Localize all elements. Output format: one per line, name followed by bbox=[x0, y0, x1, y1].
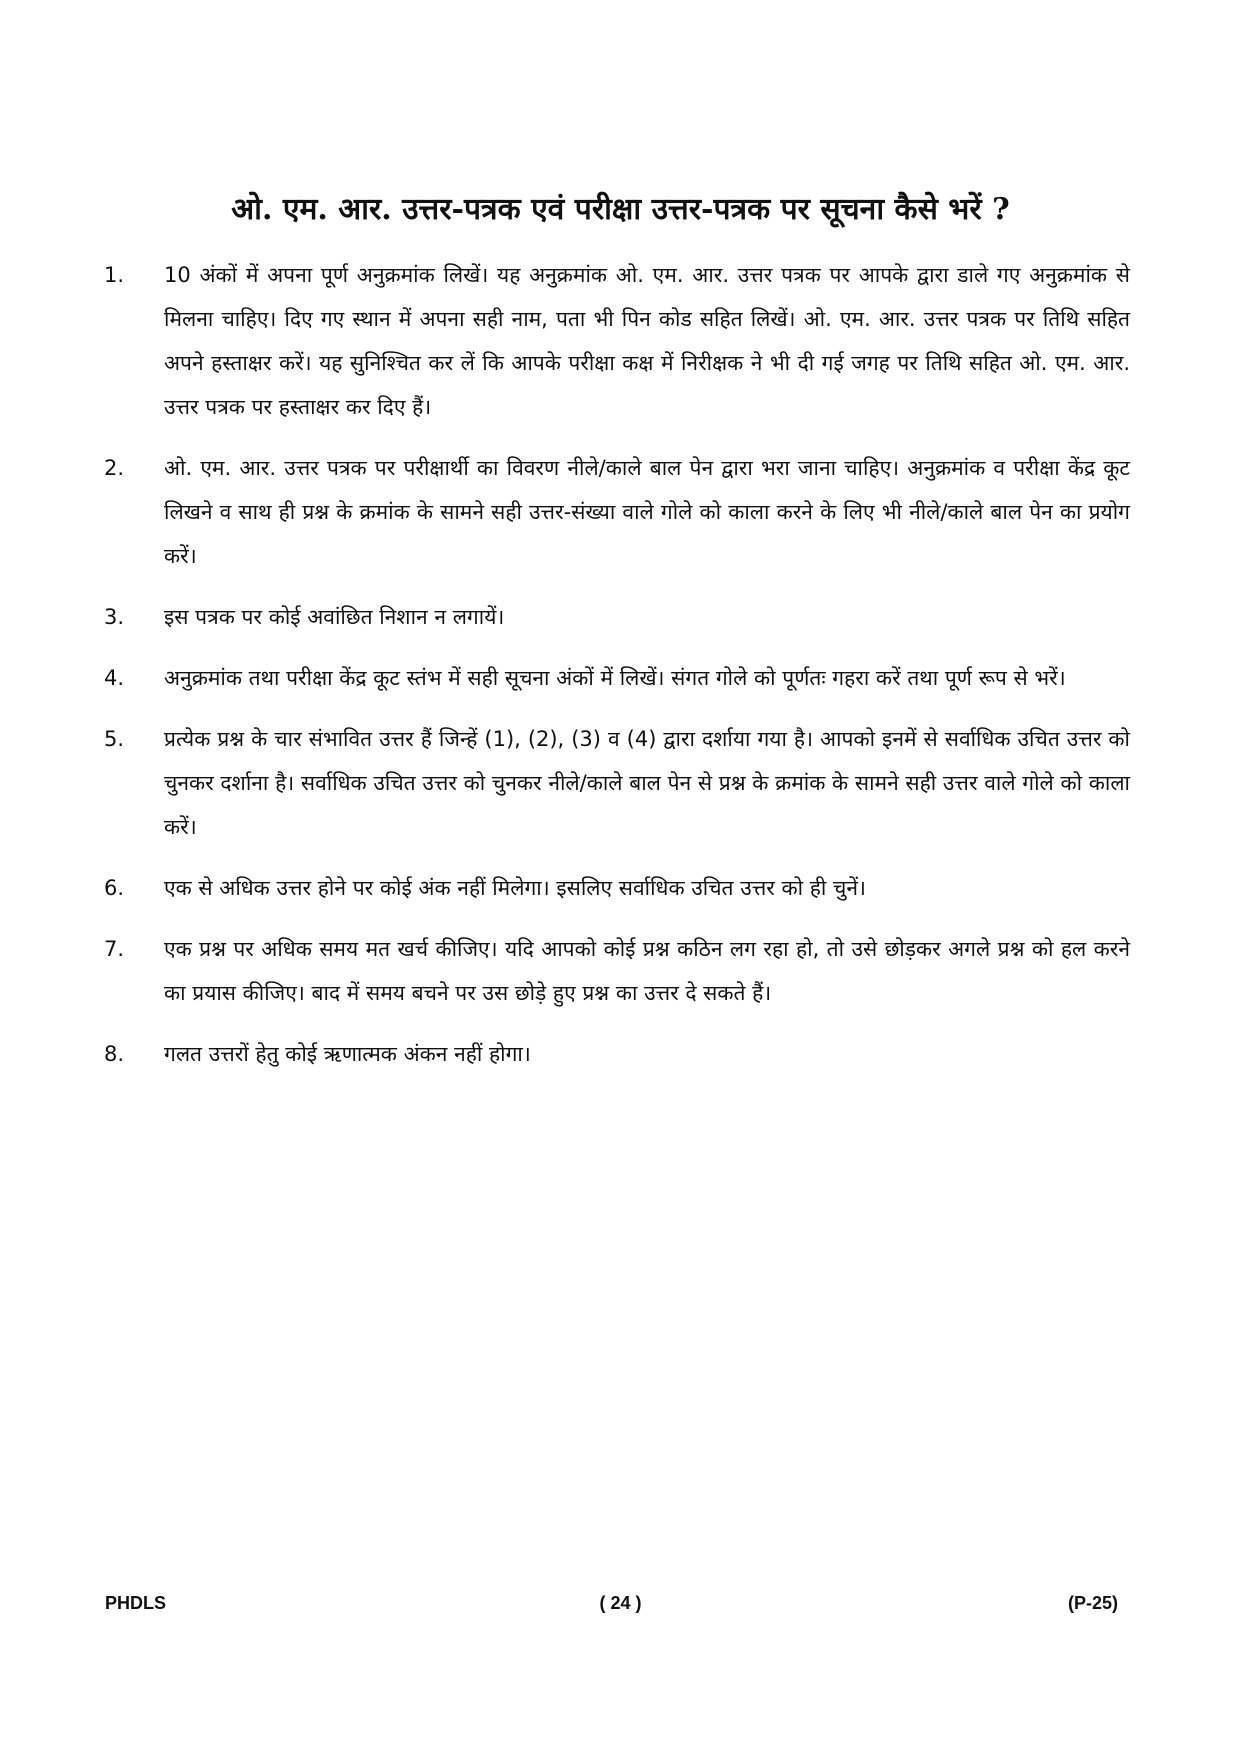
item-text: इस पत्रक पर कोई अवांछित निशान न लगायें। bbox=[164, 605, 505, 629]
list-item bbox=[100, 253, 1130, 429]
item-number: 6. bbox=[104, 876, 125, 900]
item-number: 1. bbox=[104, 263, 125, 287]
item-text: प्रत्येक प्रश्न के चार संभावित उत्तर हैं जिन्हें (1), (2), (3) व (4) द्वारा दर्शाया गया है। आपको इनमें से सर्वाधिक उचित उत्तर को चुनकर दर्शाना है। सर्वाधिक उचित उत्तर को चुनकर नीले/काले बाल पेन से प्रश्न के क्रमांक के सामने सही उत्तर वाले गोले को काला करें। bbox=[164, 727, 1130, 839]
item-number: 3. bbox=[104, 605, 125, 629]
footer-page-ref: (P-25) bbox=[1067, 1593, 1118, 1613]
list-item bbox=[100, 927, 1130, 1015]
page-footer bbox=[0, 1588, 1241, 1618]
item-text: 10 अंकों में अपना पूर्ण अनुक्रमांक लिखें। यह अनुक्रमांक ओ. एम. आर. उत्तर पत्रक पर आपके द्वारा डाले गए अनुक्रमांक से मिलना चाहिए। दिए गए स्थान में अपना सही नाम, पता भी पिन कोड सहित लिखें। ओ. एम. आर. उत्तर पत्रक पर तिथि सहित अपने हस्ताक्षर करें। यह सुनिश्चित कर लें कि आपके परीक्षा कक्ष में निरीक्षक ने भी दी गई जगह पर तिथि सहित ओ. एम. आर. उत्तर पत्रक पर हस्ताक्षर कर दिए हैं। bbox=[164, 263, 1130, 419]
list-item bbox=[100, 717, 1130, 849]
footer-code: PHDLS bbox=[105, 1593, 167, 1613]
item-number: 7. bbox=[104, 937, 125, 961]
item-text: ओ. एम. आर. उत्तर पत्रक पर परीक्षार्थी का विवरण नीले/काले बाल पेन द्वारा भरा जाना चाहिए। अनुक्रमांक व परीक्षा केंद्र कूट लिखने व साथ ही प्रश्न के क्रमांक के सामने सही उत्तर-संख्या वाले गोले को काला करने के लिए भी नीले/काले बाल पेन का प्रयोग करें। bbox=[164, 456, 1130, 568]
list-item bbox=[100, 446, 1130, 578]
item-number: 5. bbox=[104, 727, 125, 751]
list-item bbox=[100, 656, 1130, 700]
item-number: 4. bbox=[104, 666, 125, 690]
page-title: ओ. एम. आर. उत्तर-पत्रक एवं परीक्षा उत्तर-पत्रक पर सूचना कैसे भरें ? bbox=[231, 192, 1010, 227]
list-item bbox=[100, 866, 1130, 910]
item-number: 2. bbox=[104, 456, 125, 480]
item-number: 8. bbox=[104, 1042, 125, 1066]
instruction-list bbox=[100, 253, 1130, 1093]
item-text: अनुक्रमांक तथा परीक्षा केंद्र कूट स्तंभ में सही सूचना अंकों में लिखें। संगत गोले को पूर्णतः गहरा करें तथा पूर्ण रूप से भरें। bbox=[164, 666, 1066, 690]
list-item bbox=[100, 595, 1130, 639]
item-text: एक प्रश्न पर अधिक समय मत खर्च कीजिए। यदि आपको कोई प्रश्न कठिन लग रहा हो, तो उसे छोड़कर अगले प्रश्न को हल करने का प्रयास कीजिए। बाद में समय बचने पर उस छोड़े हुए प्रश्न का उत्तर दे सकते हैं। bbox=[164, 937, 1130, 1005]
item-text: एक से अधिक उत्तर होने पर कोई अंक नहीं मिलेगा। इसलिए सर्वाधिक उचित उत्तर को ही चुनें। bbox=[164, 876, 866, 900]
page-number: ( 24 ) bbox=[599, 1593, 642, 1613]
item-text: गलत उत्तरों हेतु कोई ऋणात्मक अंकन नहीं होगा। bbox=[164, 1042, 531, 1066]
list-item bbox=[100, 1032, 1130, 1076]
